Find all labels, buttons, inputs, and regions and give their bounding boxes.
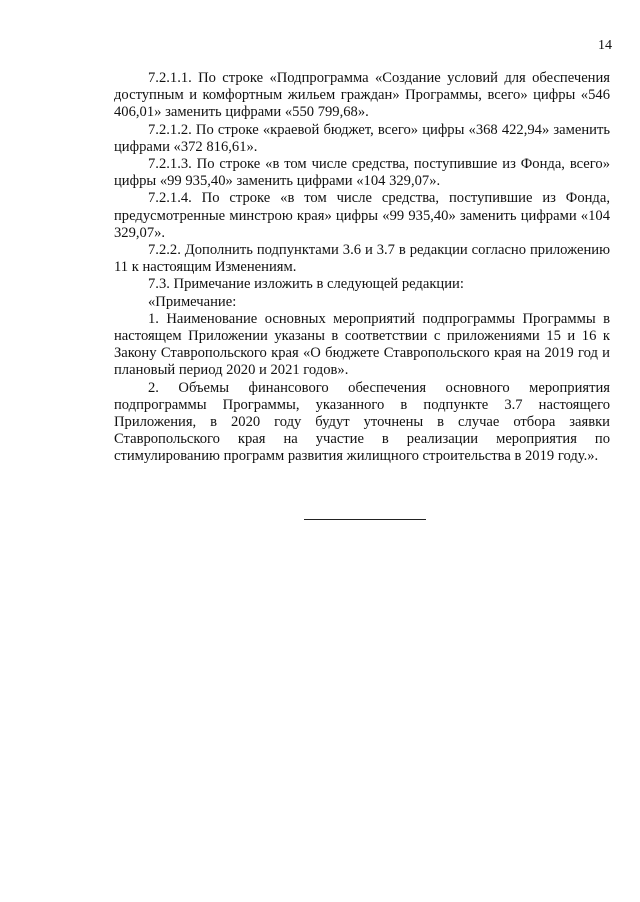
note-item-1: 1. Наименование основных мероприятий подпрограммы Программы в настоящем Приложении указаны в соответствии с приложениями 15 и 16 к Закону Ставропольского края «О бюджете Ставропольского края на 2019 год и плановый период 2020 и 2021 годов». <box>114 310 610 379</box>
paragraph-7-2-1-4: 7.2.1.4. По строке «в том числе средства, поступившие из Фонда, предусмотренные минстрою края» цифры «99 935,40» заменить цифрами «104 329,07». <box>114 190 610 241</box>
paragraph-7-3: 7.3. Примечание изложить в следующей редакции: <box>148 276 464 293</box>
page-number: 14 <box>598 38 612 53</box>
note-item-2: 2. Объемы финансового обеспечения основного мероприятия подпрограммы Программы, указанного в подпункте 3.7 настоящего Приложения, в 2020 году будут уточнены в случае отбора заявки Ставропольского края на участие в реализации мероприятия по стимулированию программ развития жилищного строительства в 2019 году.». <box>114 379 610 465</box>
document-body <box>114 70 610 466</box>
note-heading: «Примечание: <box>148 293 237 310</box>
end-separator-line <box>304 519 426 520</box>
paragraph-7-2-1-3: 7.2.1.3. По строке «в том числе средства, поступившие из Фонда, всего» цифры «99 935,40» заменить цифрами «104 329,07». <box>114 156 610 190</box>
paragraph-7-2-1-1: 7.2.1.1. По строке «Подпрограмма «Создание условий для обеспечения доступным и комфортным жильем граждан» Программы, всего» цифры «546 406,01» заменить цифрами «550 799,68». <box>114 70 610 121</box>
paragraph-7-2-1-2: 7.2.1.2. По строке «краевой бюджет, всего» цифры «368 422,94» заменить цифрами «372 816,61». <box>114 121 610 155</box>
paragraph-7-2-2: 7.2.2. Дополнить подпунктами 3.6 и 3.7 в редакции согласно приложению 11 к настоящим Изменениям. <box>114 242 610 276</box>
